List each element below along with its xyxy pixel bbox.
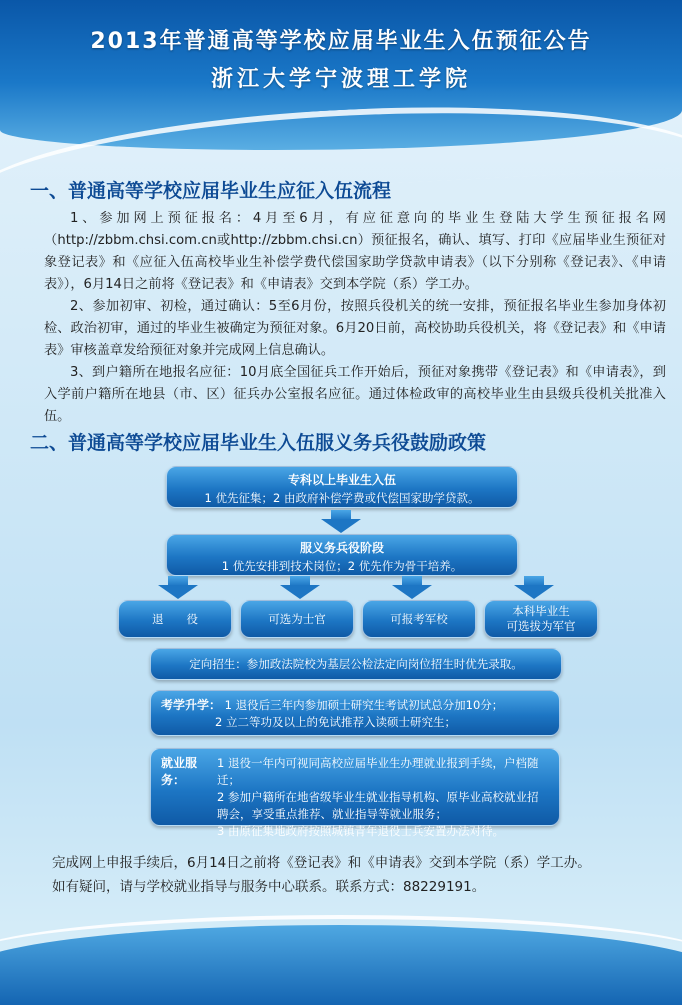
further-study-item-1: 1 退役后三年内参加硕士研究生考试初试总分加10分；: [224, 698, 504, 712]
box-employment-service: [150, 748, 560, 838]
footer-line-1: 完成网上申报手续后，6月14日之前将《登记表》和《申请表》交到本学院（系）学工办。: [52, 855, 591, 871]
page-title: 2013年普通高等学校应届毕业生入伍预征公告: [90, 29, 592, 54]
box-further-study: [150, 690, 560, 736]
option-officer-line2: 可选拔为军官: [506, 619, 576, 633]
section1-paragraph-3: 3、到户籍所在地报名应征：10月底全国征兵工作开始后，预征对象携带《登记表》和《申请表》，到入学前户籍所在地县（市、区）征兵办公室报名应征。通过体检政审的高校毕业生由县级兵役机关批准入伍。: [44, 365, 666, 424]
option-academy: [362, 600, 476, 638]
section1-paragraph-2: 2、参加初审、初检，通过确认：5至6月份，按照兵役机关的统一安排，预征报名毕业生参加身体初检、政治初审，通过的毕业生被确定为预征对象。6月20日前，高校协助兵役机关，将《登记表》和《申请表》审核盖章发给预征对象并完成网上信息确认。: [44, 299, 666, 358]
box-directed-enrollment: [150, 648, 562, 680]
employment-item-3: 3 由原征集地政府按照城镇青年退役士兵安置办法对待。: [217, 824, 504, 838]
option-retire-label: 退 役: [152, 612, 198, 626]
option-retire: [118, 600, 232, 638]
option-nco-label: 可选为士官: [268, 612, 326, 626]
box-graduate-enlistment: [166, 466, 518, 508]
footer-wave-band: [0, 925, 682, 1005]
option-officer-line1: 本科毕业生: [512, 604, 570, 618]
employment-label: 就业服务：: [161, 756, 198, 787]
further-study-item-2: 2 立二等功及以上的免试推荐入读硕士研究生；: [215, 715, 456, 729]
employment-item-2: 2 参加户籍所在地省级毕业生就业指导机构、原毕业高校就业招聘会，享受重点推荐、就业指导等就业服务；: [217, 790, 539, 821]
further-study-label: 考学升学：: [161, 698, 222, 712]
box-service-stage: [166, 534, 518, 576]
section2-heading: 二、普通高等学校应届毕业生入伍服义务兵役鼓励政策: [30, 432, 487, 454]
box-service-stage-title: 服义务兵役阶段: [299, 541, 384, 555]
option-nco: [240, 600, 354, 638]
box-service-stage-text: 1 优先安排到技术岗位；2 优先作为骨干培养。: [221, 559, 463, 573]
option-officer: [484, 600, 598, 638]
footer-line-2: 如有疑问，请与学校就业指导与服务中心联系。联系方式：88229191。: [52, 879, 486, 895]
section1-paragraph-1: 1、参加网上预征报名：4月至6月，有应征意向的毕业生登陆大学生预征报名网（http://zbbm.chsi.com.cn或http://zbbm.chsi.cn）预征报名，确认、填写、打印《应届毕业生预征对象登记表》和《应征入伍高校毕业生补偿学费代偿国家助学贷款申请表》（以下分别称《登记表》、《申请表》），6月14日之前将《登记表》和《申请表》交到本学院（系）学工办。: [44, 211, 666, 292]
box-graduate-enlistment-text: 1 优先征集；2 由政府补偿学费或代偿国家助学贷款。: [204, 491, 480, 505]
section1-heading: 一、普通高等学校应届毕业生应征入伍流程: [30, 180, 392, 202]
option-academy-label: 可报考军校: [390, 612, 448, 626]
employment-item-1: 1 退役一年内可视同高校应届毕业生办理就业报到手续，户档随迁；: [217, 756, 539, 787]
box-graduate-enlistment-title: 专科以上毕业生入伍: [287, 473, 396, 487]
directed-enrollment-text: 定向招生：参加政法院校为基层公检法定向岗位招生时优先录取。: [189, 657, 523, 671]
page-subtitle: 浙江大学宁波理工学院: [210, 67, 471, 92]
